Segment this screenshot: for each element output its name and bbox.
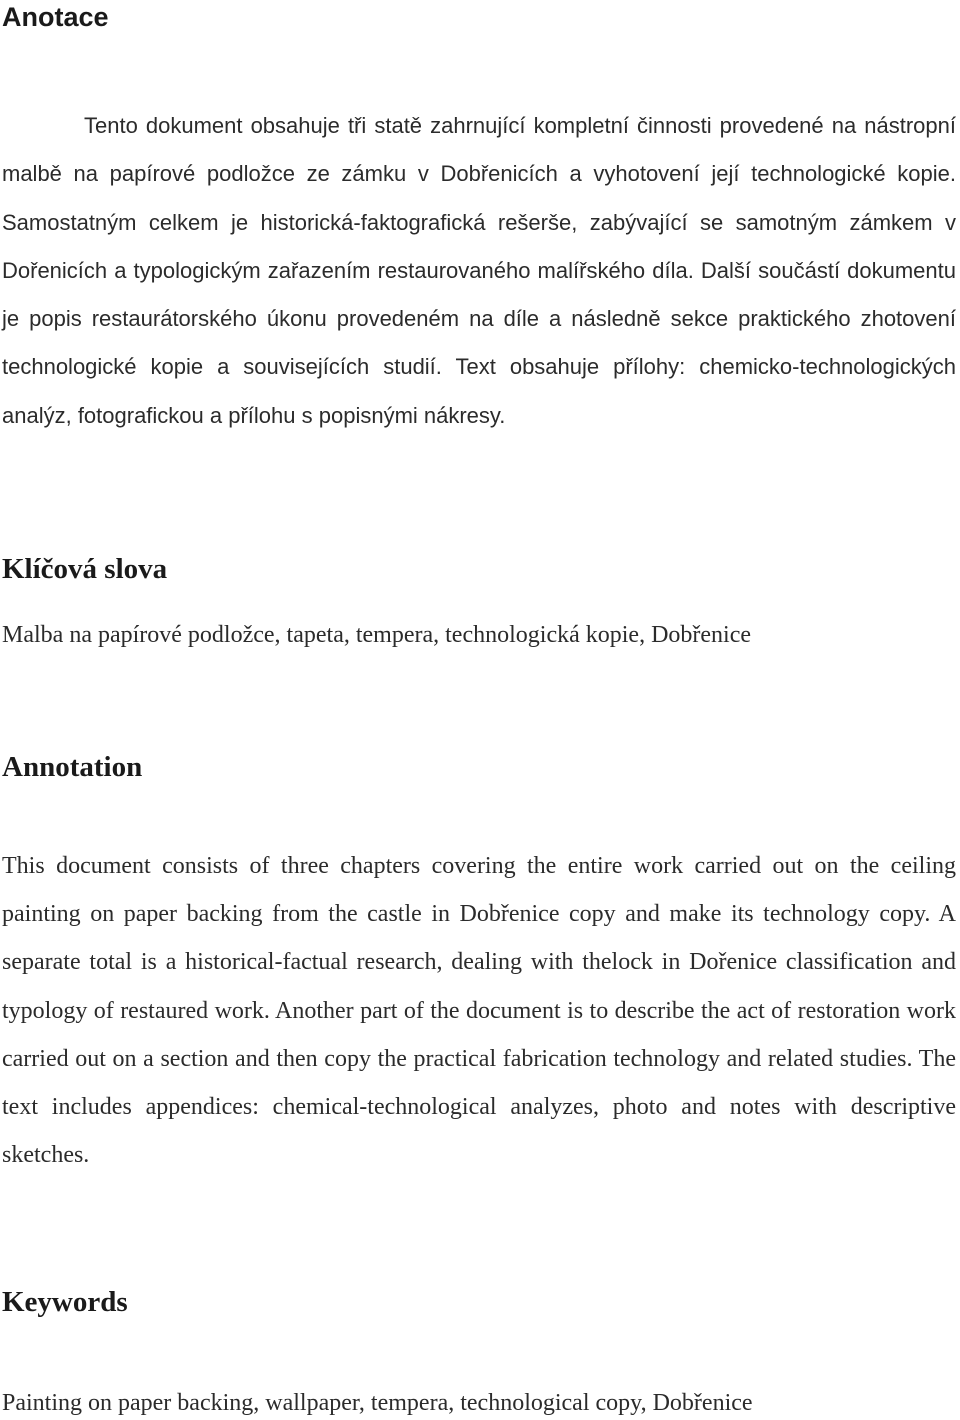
anotace-paragraph bbox=[2, 102, 956, 440]
anotace-heading: Anotace bbox=[2, 2, 109, 32]
annotation-paragraph bbox=[2, 842, 956, 1179]
anotace-sentence-2: Samostatným celkem je historická-faktografická rešerše, zabývající se samotným zámkem v Dořenicích a typologickým zařazením restaurovaného malířského díla. bbox=[2, 209, 956, 283]
keywords-text: Painting on paper backing, wallpaper, tempera, technological copy, Dobřenice bbox=[2, 1390, 753, 1416]
annotation-sentence-4: The text includes appendices: chemical-technological analyzes, photo and notes with descriptive sketches. bbox=[2, 1045, 956, 1169]
annotation-sentence-2: A separate total is a historical-factual research, dealing with thelock in Dořenice classification and typology of restaured work. bbox=[2, 901, 956, 1024]
annotation-sentence-1: This document consists of three chapters covering the entire work carried out on the ceiling painting on paper backing from the castle in Dobřenice copy and make its technology copy. bbox=[2, 853, 956, 928]
anotace-sentence-3: Další součástí dokumentu je popis restaurátorského úkonu provedeném na díle a následně sekce praktického zhotovení technologické kopie a souvisejících studií. bbox=[2, 257, 956, 380]
anotace-sentence-1: Tento dokument obsahuje tři statě zahrnující kompletní činnosti provedené na nástropní malbě na papírové podložce ze zámku v Dobřenicích a vyhotovení její technologické kopie. bbox=[2, 113, 956, 187]
annotation-heading: Annotation bbox=[2, 751, 143, 783]
klicova-slova-text: Malba na papírové podložce, tapeta, tempera, technologická kopie, Dobřenice bbox=[2, 622, 752, 648]
annotation-sentence-3: Another part of the document is to describe the act of restoration work carried out on a section and then copy the practical fabrication technology and related studies. bbox=[2, 997, 956, 1072]
klicova-slova-heading: Klíčová slova bbox=[2, 553, 168, 585]
keywords-heading: Keywords bbox=[2, 1286, 128, 1318]
anotace-sentence-4: Text obsahuje přílohy: chemicko-technologických analýz, fotografickou a přílohu s popisnými nákresy. bbox=[2, 354, 957, 428]
